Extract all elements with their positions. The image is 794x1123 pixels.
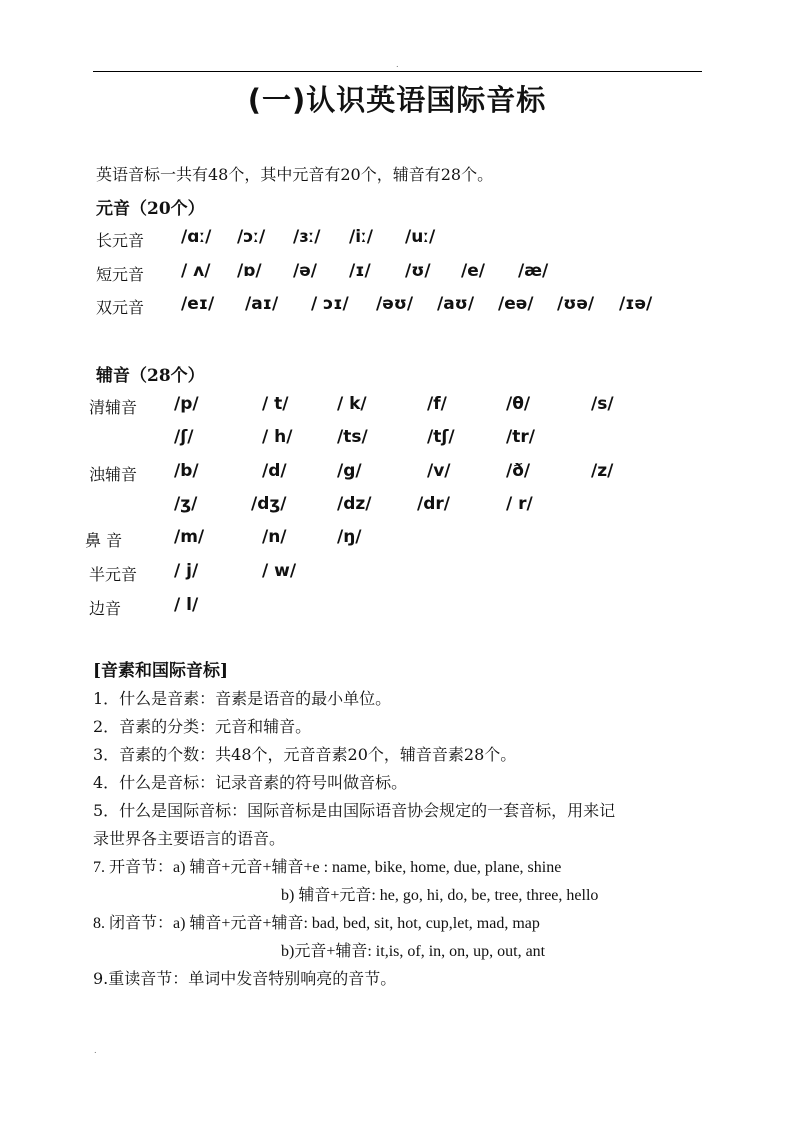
- footer-dot: .: [94, 1046, 97, 1055]
- phonetic-symbol: /ɑː/: [181, 227, 212, 247]
- phonetic-symbol: /n/: [262, 527, 287, 547]
- intro-text: 英语音标一共有48个，其中元音有20个，辅音有28个。: [96, 165, 494, 184]
- phonetic-symbol: /ʊ/: [405, 261, 431, 281]
- phonetic-symbol: /ɔː/: [237, 227, 266, 247]
- phonetic-symbol: / r/: [506, 494, 533, 514]
- phonetic-symbol: /ð/: [506, 461, 531, 481]
- phonetic-symbol: /v/: [427, 461, 451, 481]
- phonetic-symbol: /æ/: [518, 261, 549, 281]
- phonetic-symbol: /ʒ/: [174, 494, 198, 514]
- vowels-heading: 元音（20个）: [96, 199, 205, 219]
- phonetic-symbol: / j/: [174, 561, 199, 581]
- consonants-heading: 辅音（28个）: [96, 366, 205, 386]
- voiced-label: 浊辅音: [89, 465, 138, 484]
- phonetic-symbol: /b/: [174, 461, 199, 481]
- phonetic-symbol: /e/: [461, 261, 485, 281]
- phonetic-symbol: /ɪ/: [349, 261, 371, 281]
- phonetic-symbol: /əʊ/: [376, 294, 414, 314]
- phonetic-symbol: /θ/: [506, 394, 531, 414]
- long-vowel-label: 长元音: [96, 231, 145, 250]
- lateral-label: 边音: [89, 599, 122, 618]
- phonetic-symbol: / h/: [262, 427, 293, 447]
- phonetic-symbol: /ŋ/: [337, 527, 362, 547]
- list-item: 4．什么是音标：记录音素的符号叫做音标。: [93, 773, 408, 792]
- phonetic-symbol: /ʊə/: [557, 294, 595, 314]
- phonetic-symbol: /uː/: [405, 227, 436, 247]
- phonetic-symbol: /eə/: [498, 294, 534, 314]
- phonetic-symbol: /ʃ/: [174, 427, 194, 447]
- phonetic-symbol: /d/: [262, 461, 287, 481]
- section-heading: [音素和国际音标]: [93, 661, 229, 681]
- phonetic-symbol: /p/: [174, 394, 199, 414]
- phonetic-symbol: / ʌ/: [181, 261, 211, 281]
- phonetic-symbol: /dr/: [417, 494, 450, 514]
- diphthong-label: 双元音: [96, 298, 145, 317]
- phonetic-symbol: /f/: [427, 394, 447, 414]
- phonetic-symbol: /ɒ/: [237, 261, 262, 281]
- phonetic-symbol: /aɪ/: [245, 294, 279, 314]
- phonetic-symbol: /z/: [591, 461, 614, 481]
- phonetic-symbol: / ɔɪ/: [311, 294, 349, 314]
- phonetic-symbol: / l/: [174, 595, 199, 615]
- phonetic-symbol: /eɪ/: [181, 294, 215, 314]
- list-item: 1．什么是音素：音素是语音的最小单位。: [93, 689, 392, 708]
- voiceless-label: 清辅音: [89, 398, 138, 417]
- nasal-label: 鼻 音: [85, 531, 123, 550]
- phonetic-symbol: /ɜː/: [293, 227, 321, 247]
- phonetic-symbol: /ɪə/: [619, 294, 653, 314]
- phonetic-symbol: /g/: [337, 461, 362, 481]
- phonetic-symbol: /tr/: [506, 427, 535, 447]
- list-item: 录世界各主要语言的语音。: [93, 829, 286, 848]
- phonetic-symbol: /aʊ/: [437, 294, 475, 314]
- list-item: 2．音素的分类：元音和辅音。: [93, 717, 312, 736]
- stressed-syllable: 9.重读音节：单词中发音特别响亮的音节。: [93, 969, 397, 988]
- phonetic-symbol: /iː/: [349, 227, 373, 247]
- phonetic-symbol: /s/: [591, 394, 614, 414]
- short-vowel-label: 短元音: [96, 265, 145, 284]
- header-rule: [93, 71, 702, 72]
- page-title: (一)认识英语国际音标: [247, 83, 547, 117]
- phonetic-symbol: /m/: [174, 527, 205, 547]
- phonetic-symbol: /ə/: [293, 261, 317, 281]
- phonetic-symbol: /ts/: [337, 427, 368, 447]
- list-item: 5．什么是国际音标：国际音标是由国际语音协会规定的一套音标，用来记: [93, 801, 616, 820]
- open-syllable-b: b) 辅音+元音: he, go, hi, do, be, tree, three, hello: [281, 887, 599, 904]
- closed-syllable-b: b)元音+辅音: it,is, of, in, on, up, out, ant: [281, 943, 546, 960]
- open-syllable-a: 7. 开音节：a) 辅音+元音+辅音+e : name, bike, home, due, plane, shine: [93, 859, 562, 876]
- header-dot: .: [396, 60, 399, 69]
- semivowel-label: 半元音: [89, 565, 138, 584]
- phonetic-symbol: / w/: [262, 561, 297, 581]
- phonetic-symbol: /dz/: [337, 494, 372, 514]
- list-item: 3．音素的个数：共48个，元音音素20个，辅音音素28个。: [93, 745, 517, 764]
- closed-syllable-a: 8. 闭音节：a) 辅音+元音+辅音: bad, bed, sit, hot, cup,let, mad, map: [93, 915, 540, 932]
- phonetic-symbol: /tʃ/: [427, 427, 455, 447]
- phonetic-symbol: / t/: [262, 394, 289, 414]
- phonetic-symbol: /dʒ/: [251, 494, 287, 514]
- phonetic-symbol: / k/: [337, 394, 367, 414]
